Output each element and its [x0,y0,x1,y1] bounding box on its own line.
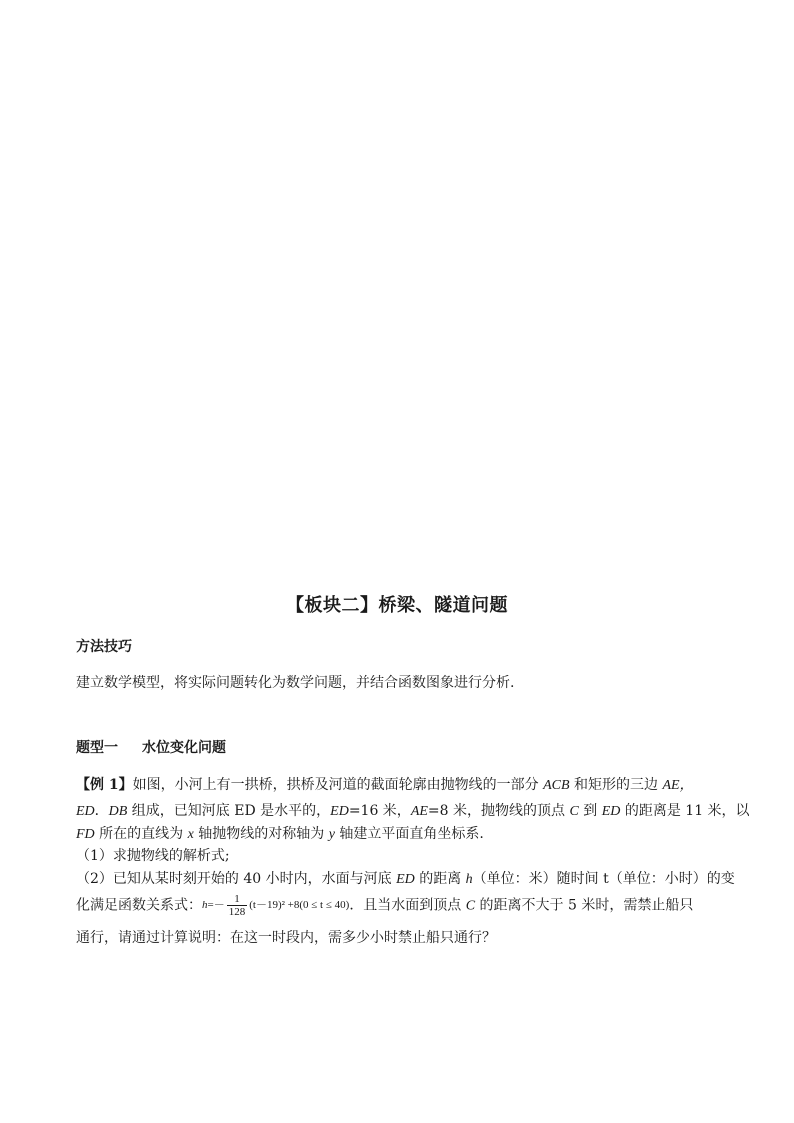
question-1: （1）求抛物线的解析式; [76,848,230,864]
fraction [227,893,248,918]
question-2-line-2 [76,893,726,918]
text-span: （单位：米）随时间 t（单位：小时）的变 [472,871,735,887]
question-2-line-3: 通行，请通过计算说明：在这一时段内，需多少小时禁止船只通行？ [76,930,496,946]
math-acb: ACB [543,778,570,793]
text-span: 如图，小河上有一拱桥，拱桥及河道的截面轮廓由抛物线的一部分 [132,777,544,793]
question-2-line-1 [76,868,735,891]
example-line-1 [76,774,726,797]
text-span: 化满足函数关系式： [76,897,202,914]
method-heading: 方法技巧 [76,639,132,655]
text-span: （2）已知从某时刻开始的 40 小时内，水面与河底 [76,871,397,887]
text-span: 组成，已知河底 ED 是水平的， [127,803,331,819]
math-ae: AE， [662,778,694,793]
math-h: h [202,899,208,912]
example-tag: 【例 1】 [76,777,133,793]
math-ae: AE [410,804,428,819]
math-ed: ED [330,804,349,819]
fraction-denominator: 128 [228,906,246,918]
example-line-2 [76,800,750,823]
math-db: DB [108,804,128,819]
text-span: 的距离不大于 5 米时，需禁止船只 [475,897,694,914]
math-y: y [328,827,335,842]
math-ed: ED [76,804,95,819]
text-span: 的距离是 11 米，以 [620,803,750,819]
math-ed: ED [601,804,621,819]
text-span: 轴建立平面直角坐标系. [334,826,484,842]
math-ed: ED [396,872,415,887]
text-span: 到 [578,803,602,819]
text-span: =16 米， [348,803,411,819]
formula-rest: (t－19)² +8(0 ≤ t ≤ 40) [249,899,350,912]
text-span: ．且当水面到顶点 [349,897,466,914]
text-span: 的距离 [414,871,466,887]
fraction-numerator: 1 [227,893,248,906]
water-level-formula [202,893,349,918]
math-c: C [465,898,476,914]
method-text: 建立数学模型，将实际问题转化为数学问题，并结合函数图象进行分析. [76,675,515,691]
formula-equals: =－ [207,899,225,912]
example-line-3 [76,823,726,846]
text-span: ． [94,803,109,819]
text-span: =8 米，抛物线的顶点 [427,803,570,819]
math-c: C [569,804,579,819]
text-span: 所在的直线为 [94,826,188,842]
type-label: 题型一 [76,740,118,756]
type-heading [76,737,226,757]
math-fd: FD [76,827,95,842]
block-title: 【板块二】桥梁、隧道问题 [286,595,508,616]
text-span: 和矩形的三边 [569,777,663,793]
math-h: h [465,872,473,887]
text-span: 轴抛物线的对称轴为 [193,826,329,842]
type-title: 水位变化问题 [142,740,226,756]
math-x: x [187,827,194,842]
